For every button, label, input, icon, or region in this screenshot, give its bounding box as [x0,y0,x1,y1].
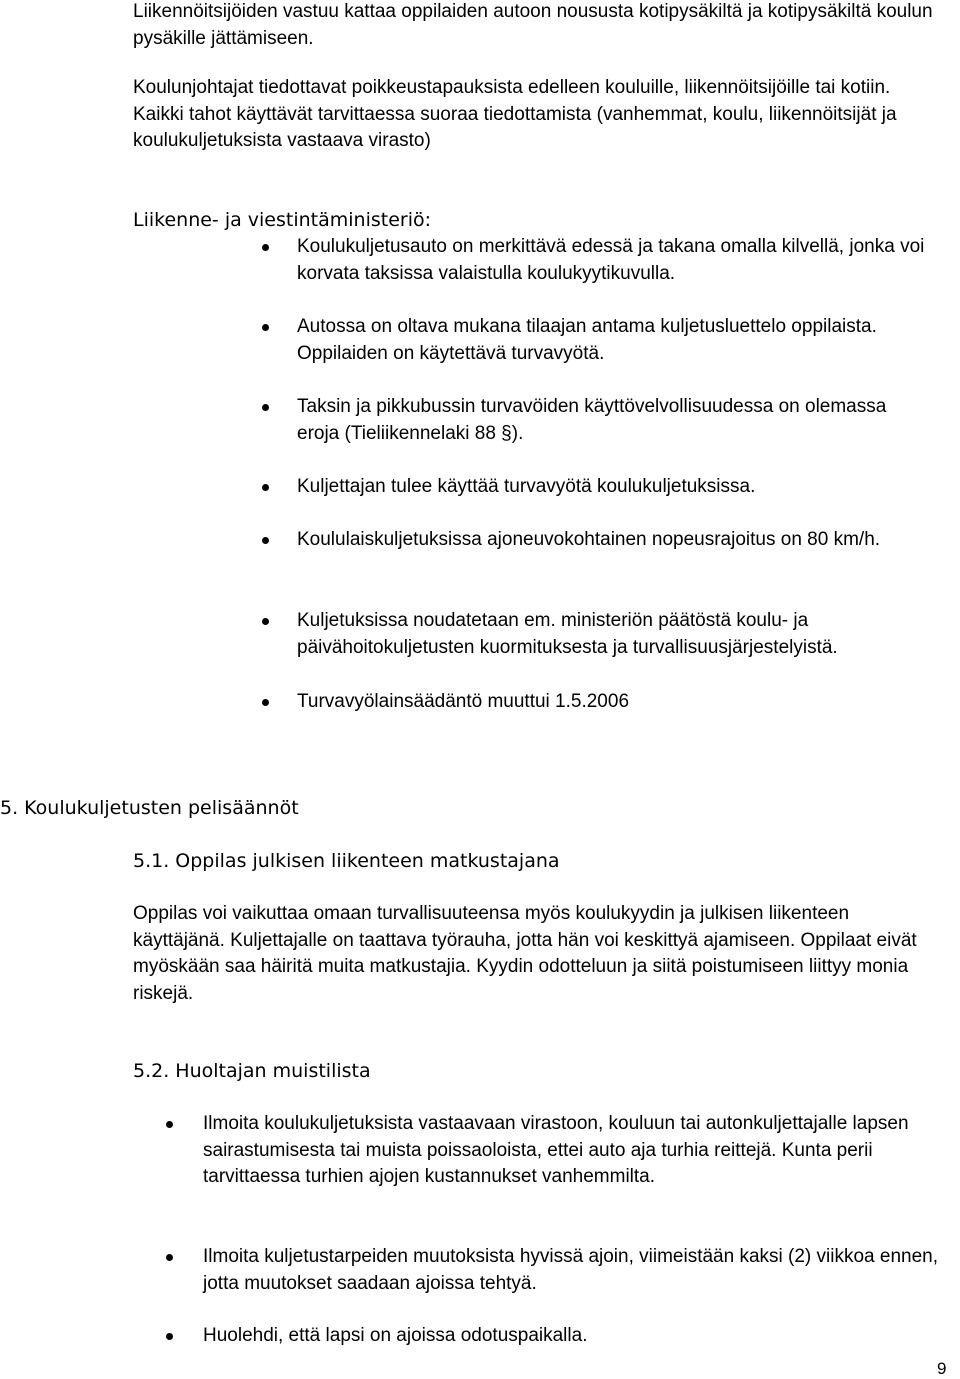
bullet-icon [262,537,269,544]
intro-paragraph-1: Liikennöitsijöiden vastuu kattaa oppilaiden autoon noususta kotipysäkiltä ja kotipysäkiltä koulun pysäkille jättämiseen. [133,1,933,49]
list-item-text: Kuljettajan tulee käyttää turvavyötä koulukuljetuksissa. [297,476,756,497]
list-item-text: Ilmoita kuljetustarpeiden muutoksista hyvissä ajoin, viimeistään kaksi (2) viikkoa ennen, jotta muutokset saadaan ajoissa tehtyä. [203,1246,939,1294]
bullet-icon [166,1121,173,1128]
bullet-icon [166,1333,173,1340]
section-5-heading: 5. Koulukuljetusten pelisäännöt [0,797,299,819]
bullet-icon [262,324,269,331]
bullet-icon [262,699,269,706]
bullet-icon [262,484,269,491]
list-item-text: Turvavyölainsäädäntö muuttui 1.5.2006 [297,691,630,712]
list-item-text: Huolehdi, että lapsi on ajoissa odotuspaikalla. [203,1325,588,1346]
section-5-2-heading: 5.2. Huoltajan muistilista [133,1060,371,1082]
bullet-icon [262,618,269,625]
bullet-icon [262,244,269,251]
list-item-text: Taksin ja pikkubussin turvavöiden käyttövelvollisuudessa on olemassa eroja (Tieliikennelaki 88 §). [297,396,887,444]
intro-paragraph-2: Koulunjohtajat tiedottavat poikkeustapauksista edelleen kouluille, liikennöitsijöille tai kotiin. Kaikki tahot käyttävät tarvittaessa suoraa tiedottamista (vanhemmat, koulu, liikennöitsijät ja koulukuljetuksista vastaava virasto) [133,77,897,151]
section-5-1-heading: 5.1. Oppilas julkisen liikenteen matkustajana [133,850,560,872]
list-item-text: Autossa on oltava mukana tilaajan antama kuljetusluettelo oppilaista. Oppilaiden on käytettävä turvavyötä. [297,316,877,364]
list-item-text: Kuljetuksissa noudatetaan em. ministeriön päätöstä koulu- ja päivähoitokuljetusten kuormituksesta ja turvallisuusjärjestelyistä. [297,610,838,658]
bullet-icon [166,1254,173,1261]
bullet-icon [262,404,269,411]
section-5-1-paragraph: Oppilas voi vaikuttaa omaan turvallisuuteensa myös koulukyydin ja julkisen liikenteen käyttäjänä. Kuljettajalle on taattava työrauha, jotta hän voi keskittyä ajamiseen. Oppilaat eivät myöskään saa häiritä muita matkustajia. Kyydin odotteluun ja siitä poistumiseen liittyy monia riskejä. [133,903,917,1004]
ministry-heading: Liikenne- ja viestintäministeriö: [133,209,432,231]
page-number: 9 [937,1359,947,1378]
list-item-text: Koulukuljetusauto on merkittävä edessä ja takana omalla kilvellä, jonka voi korvata taksissa valaistulla koulukyytikuvulla. [297,236,925,284]
list-item-text: Ilmoita koulukuljetuksista vastaavaan virastoon, kouluun tai autonkuljettajalle lapsen sairastumisesta tai muista poissaoloista, ettei auto aja turhia reittejä. Kunta perii tarvittaessa turhien ajojen kustannukset vanhemmilta. [203,1113,909,1187]
list-item-text: Koululaiskuljetuksissa ajoneuvokohtainen nopeusrajoitus on 80 km/h. [297,529,881,550]
